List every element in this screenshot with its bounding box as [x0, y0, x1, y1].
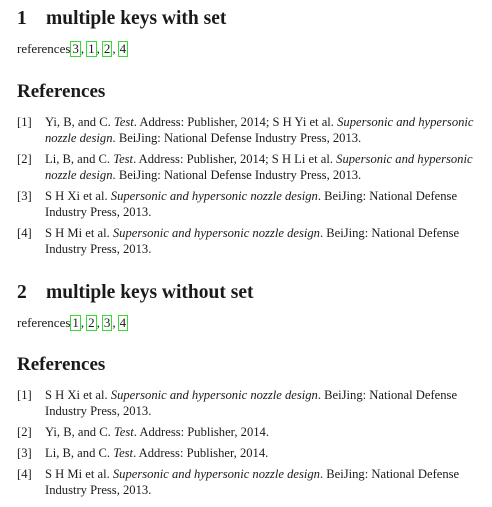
bibliography-entry — [17, 445, 477, 461]
italic-title-run: Supersonic and hypersonic nozzle design — [110, 388, 318, 402]
bibliography-label: [4] — [17, 467, 32, 481]
italic-title-run: Supersonic and hypersonic nozzle design — [45, 152, 473, 182]
text-run: . BeiJing: National Defense Industry Press, 2013. — [45, 226, 460, 256]
bibliography-entry — [17, 114, 477, 146]
section-2-citation-line: references 1 , 2 , 3 , 4 — [17, 315, 127, 330]
bibliography-entry — [17, 225, 477, 257]
bibliography-text — [45, 151, 477, 183]
text-run: . Address: Publisher, 2014. — [133, 446, 269, 460]
section-title-text: multiple keys with set — [46, 8, 227, 29]
bibliography-text — [45, 387, 477, 419]
bibliography-label: [4] — [17, 226, 32, 240]
italic-title-run: Supersonic and hypersonic nozzle design — [110, 189, 318, 203]
section-2-title — [17, 282, 253, 304]
bibliography-label: [2] — [17, 425, 32, 439]
text-run: Yi, B, and C. — [45, 115, 114, 129]
references-label: references — [17, 41, 71, 56]
italic-title-run: Test — [113, 425, 134, 439]
text-run: . BeiJing: National Defense Industry Press, 2013. — [45, 467, 460, 497]
section-1-references-heading: References — [17, 81, 106, 102]
bibliography-text — [45, 466, 477, 498]
citation-link[interactable]: 1 — [88, 41, 95, 56]
citation-link[interactable]: 2 — [88, 315, 95, 330]
bibliography-label: [1] — [17, 115, 32, 129]
text-run: . Address: Publisher, 2014; S H Li et al. — [133, 152, 337, 166]
text-run: . BeiJing: National Defense Industry Press, 2013. — [112, 168, 362, 182]
bibliography-text — [45, 114, 477, 146]
citation-link[interactable]: 3 — [72, 41, 79, 56]
text-run: Yi, B, and C. — [45, 425, 114, 439]
section-title-text: multiple keys without set — [46, 282, 254, 303]
references-label: references — [17, 315, 71, 330]
bibliography-label: [1] — [17, 388, 32, 402]
section-number: 2 — [17, 282, 27, 303]
bibliography-entry — [17, 188, 477, 220]
text-run: S H Xi et al. — [45, 388, 111, 402]
text-run: Li, B, and C. — [45, 446, 114, 460]
bibliography-text — [45, 188, 477, 220]
italic-title-run: Test — [113, 446, 134, 460]
bibliography-entry — [17, 151, 477, 183]
text-run: S H Mi et al. — [45, 226, 113, 240]
italic-title-run: Supersonic and hypersonic nozzle design — [112, 226, 320, 240]
bibliography-label: [3] — [17, 189, 32, 203]
text-run: . Address: Publisher, 2014; S H Yi et al. — [133, 115, 338, 129]
text-run: Li, B, and C. — [45, 152, 114, 166]
section-2-bibliography — [17, 387, 477, 503]
bibliography-text — [45, 445, 477, 461]
italic-title-run: Supersonic and hypersonic nozzle design — [112, 467, 320, 481]
citation-link[interactable]: 1 — [72, 315, 79, 330]
section-2-references-heading: References — [17, 354, 106, 375]
italic-title-run: Test — [113, 115, 134, 129]
citation-link[interactable]: 4 — [119, 41, 127, 56]
bibliography-label: [2] — [17, 152, 32, 166]
citation-link[interactable]: 2 — [103, 41, 111, 56]
bibliography-entry — [17, 387, 477, 419]
section-1-title — [17, 8, 226, 30]
text-run: . Address: Publisher, 2014. — [133, 425, 269, 439]
citation-link[interactable]: 4 — [119, 315, 127, 330]
text-run: . BeiJing: National Defense Industry Press, 2013. — [45, 388, 458, 418]
citation-link[interactable]: 3 — [103, 315, 111, 330]
italic-title-run: Supersonic and hypersonic nozzle design — [45, 115, 474, 145]
section-1-bibliography — [17, 114, 477, 262]
bibliography-entry — [17, 424, 477, 440]
section-1-citation-line: references 3 , 1 , 2 , 4 — [17, 41, 127, 56]
text-run: . BeiJing: National Defense Industry Press, 2013. — [45, 189, 458, 219]
section-number: 1 — [17, 8, 27, 29]
bibliography-text — [45, 225, 477, 257]
bibliography-text — [45, 424, 477, 440]
italic-title-run: Test — [113, 152, 134, 166]
text-run: S H Mi et al. — [45, 467, 113, 481]
bibliography-label: [3] — [17, 446, 32, 460]
text-run: . BeiJing: National Defense Industry Press, 2013. — [112, 131, 362, 145]
bibliography-entry — [17, 466, 477, 498]
text-run: S H Xi et al. — [45, 189, 111, 203]
